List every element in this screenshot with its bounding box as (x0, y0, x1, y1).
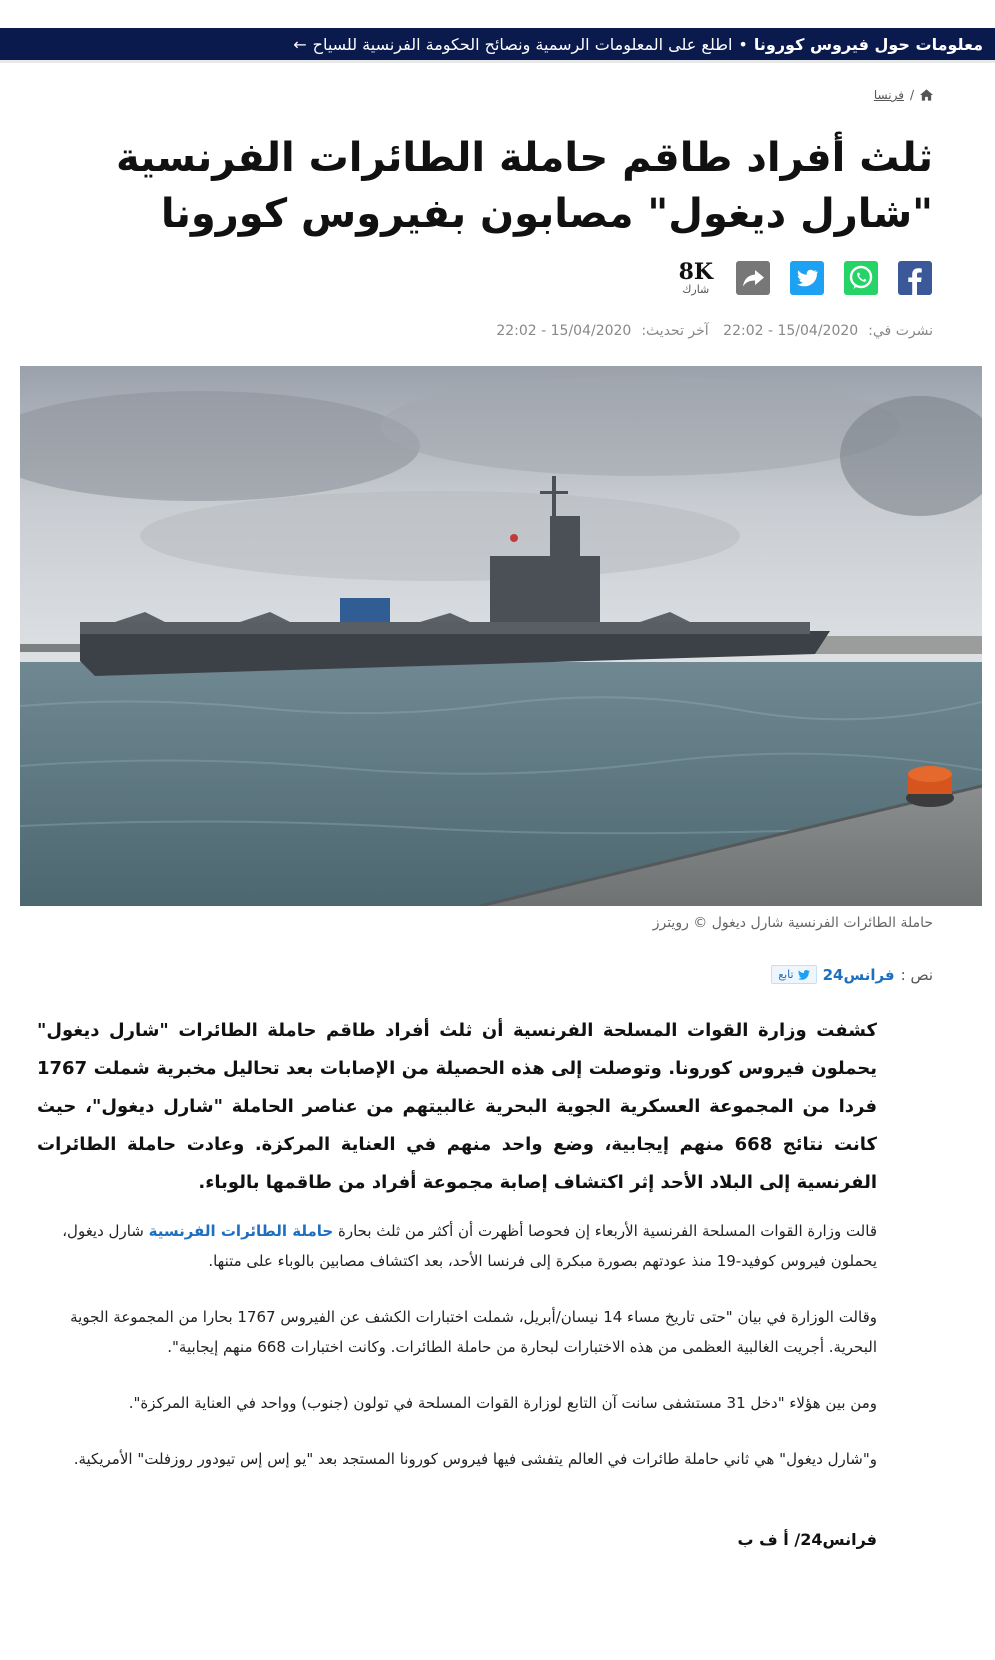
breadcrumb-separator: / (909, 88, 914, 102)
published-date: 15/04/2020 - 22:02 (723, 323, 859, 339)
breadcrumb-section-link[interactable]: فرنسا (873, 88, 904, 102)
coronavirus-info-banner[interactable] (0, 28, 995, 63)
article-paragraph (37, 1216, 877, 1276)
arrow-left-icon: ← (293, 34, 307, 54)
facebook-icon (898, 261, 932, 295)
twitter-icon (798, 970, 810, 980)
article-lead: كشفت وزارة القوات المسلحة الفرنسية أن ثلث أفراد طاقم حاملة الطائرات "شارل ديغول" يحملون فيروس كورونا. وتوصلت إلى هذه الحصيلة من الإصابات بعد تحاليل مخبرية شملت 1767 فردا من المجموعة العسكرية الجوية البحرية غالبيتهم من عناصر الحاملة "شارل ديغول"، حيث كانت نتائج 668 منهم إيجابية، وضع واحد منهم في العناية المركزة. وعادت حاملة الطائرات الفرنسية إلى البلاد الأحد إثر اكتشاف إصابة مجموعة أفراد من طاقمها بالوباء. (37, 1020, 878, 1193)
share-count-label: شارك (682, 282, 710, 296)
updated-label: آخر تحديث: (641, 323, 709, 339)
paragraph-text: قالت وزارة القوات المسلحة الفرنسية الأربعاء إن فحوصا أظهرت أن أكثر من ثلث بحارة (333, 1222, 877, 1240)
article-dates (486, 323, 933, 339)
follow-label: تابع (778, 968, 794, 981)
home-icon[interactable] (920, 89, 933, 101)
article-image (20, 366, 982, 906)
image-caption: حاملة الطائرات الفرنسية شارل ديغول © رويترز (652, 915, 933, 931)
article-author (771, 965, 933, 984)
article-signature: فرانس24/ أ ف ب (737, 1530, 877, 1549)
share-bar (679, 260, 933, 296)
breadcrumb (874, 88, 933, 102)
article-title: ثلث أفراد طاقم حاملة الطائرات الفرنسية "شارل ديغول" مصابون بفيروس كورونا (115, 135, 933, 237)
twitter-icon (790, 261, 824, 295)
banner-text: اطلع على المعلومات الرسمية ونصائح الحكومة الفرنسية للسياح (312, 34, 733, 54)
whatsapp-icon (844, 261, 878, 295)
banner-separator: • (738, 34, 748, 54)
article-paragraph: وقالت الوزارة في بيان "حتى تاريخ مساء 14 نيسان/أبريل، شملت اختبارات الكشف عن الفيروس 1767 بحارا من المجموعة الجوية البحرية. أجريت الغالبية العظمى من هذه الاختبارات لبحارة من حاملة الطائرات. وكانت اختبارات 668 منهم إيجابية". (70, 1308, 877, 1356)
updated-date: 15/04/2020 - 22:02 (496, 323, 632, 339)
aircraft-carrier-link[interactable]: حاملة الطائرات الفرنسية (148, 1222, 334, 1240)
author-label: نص : (900, 965, 933, 984)
follow-button[interactable] (771, 965, 816, 984)
author-name-link[interactable]: فرانس24 (822, 965, 895, 984)
article-paragraph: و"شارل ديغول" هي ثاني حاملة طائرات في العالم يتفشى فيها فيروس كورونا المستجد بعد "يو إس إس تيودور روزفلت" الأمريكية. (73, 1450, 877, 1468)
article-paragraph: ومن بين هؤلاء "دخل 31 مستشفى سانت آن التابع لوزارة القوات المسلحة في تولون (جنوب) وواحد في العناية المركزة". (128, 1394, 877, 1412)
published-label: نشرت في: (868, 323, 933, 339)
share-counter (678, 258, 713, 296)
share-count-value: 8K (678, 258, 713, 285)
banner-title: معلومات حول فيروس كورونا (753, 34, 983, 54)
share-icon (736, 261, 770, 295)
facebook-share-button[interactable] (897, 260, 933, 296)
whatsapp-share-button[interactable] (843, 260, 879, 296)
twitter-share-button[interactable] (789, 260, 825, 296)
more-share-button[interactable] (735, 260, 771, 296)
paragraph-text: شارل ديغول، يحملون فيروس كوفيد-19 منذ عودتهم بصورة مبكرة إلى فرنسا الأحد، بعد اكتشاف مصابين بالوباء على متنها. (62, 1222, 877, 1270)
